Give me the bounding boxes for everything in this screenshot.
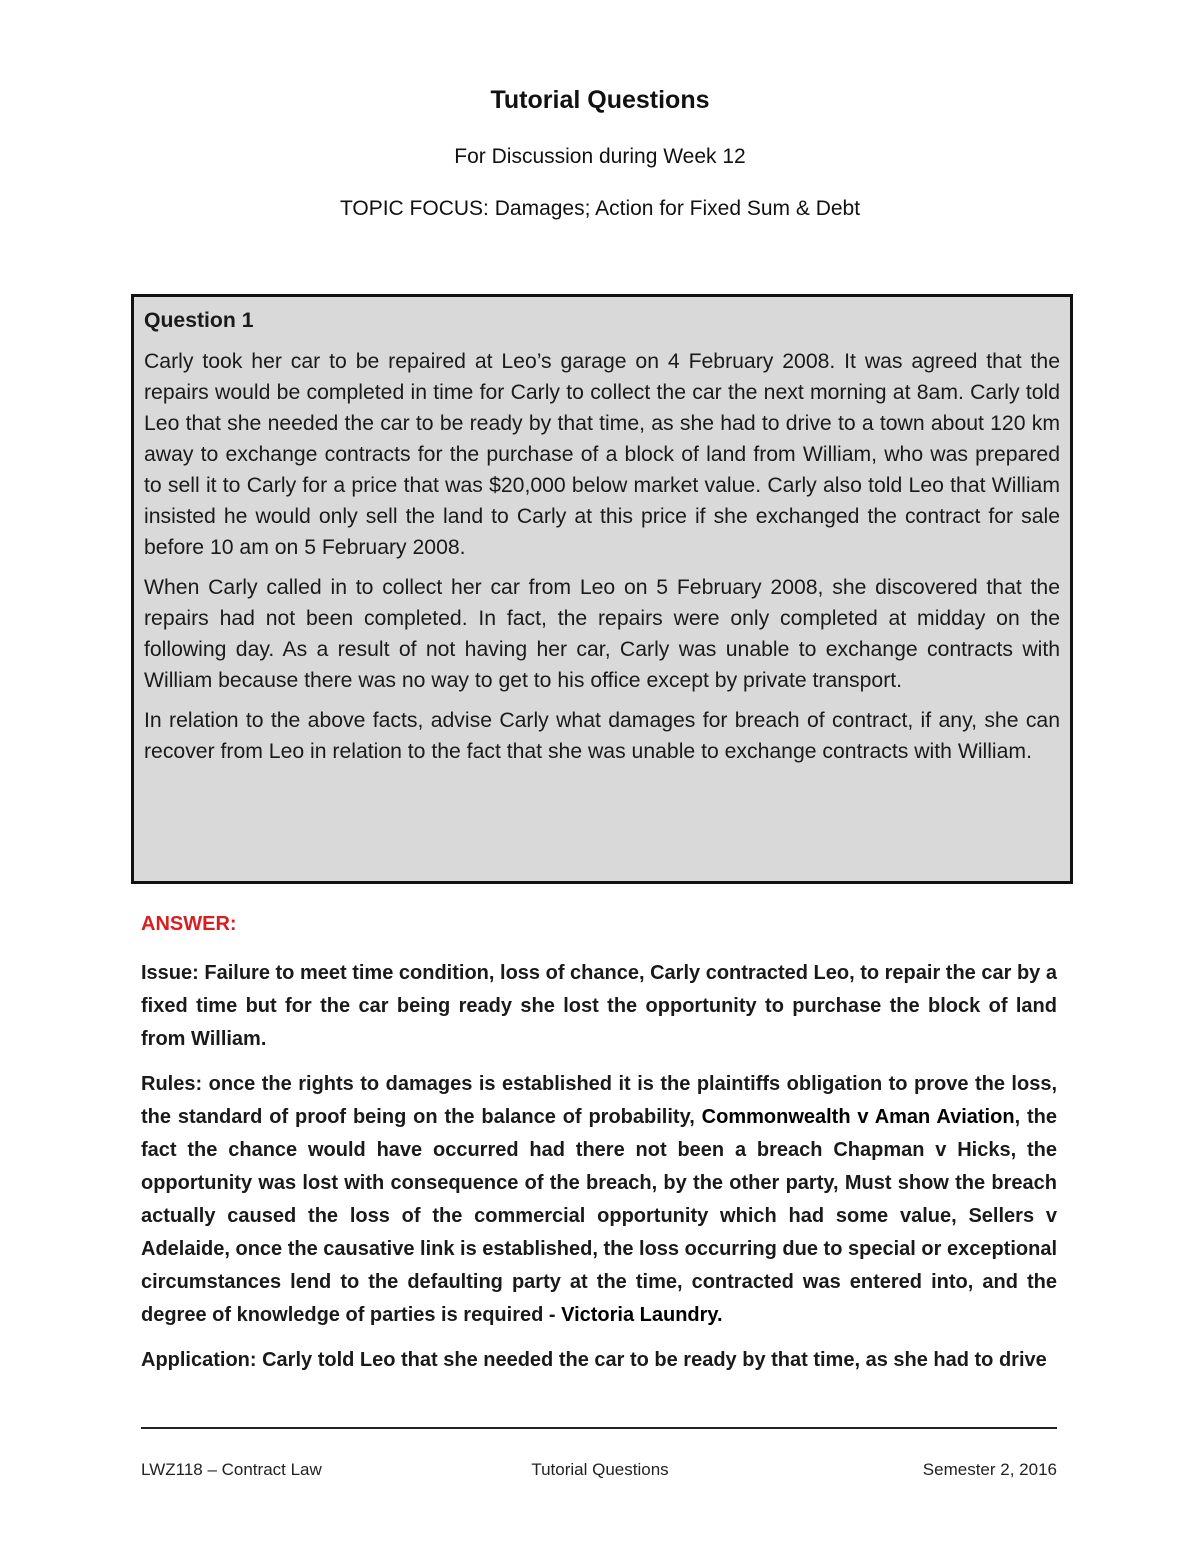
footer-title: Tutorial Questions [531, 1460, 669, 1479]
footer-course: LWZ118 – Contract Law [141, 1460, 322, 1479]
answer-label: ANSWER: [141, 913, 237, 935]
answer-issue: Issue: Failure to meet time condition, loss of chance, Carly contracted Leo, to repair the car by a fixed time but for the car being ready she lost the opportunity to purchase the block of land from William. [141, 962, 1057, 1050]
question-paragraph: When Carly called in to collect her car from Leo on 5 February 2008, she discovered that the repairs had not been completed. In fact, the repairs were only completed at midday on the following day. As a result of not having her car, Carly was unable to exchange contracts with William because there was no way to get to his office except by private transport. [144, 576, 1060, 692]
page-title: Tutorial Questions [490, 86, 710, 114]
question-paragraph: Carly took her car to be repaired at Leo’s garage on 4 February 2008. It was agreed that the repairs would be completed in time for Carly to collect the car the next morning at 8am. Carly told Leo that she needed the car to be ready by that time, as she had to drive to a town about 120 km away to exchange contracts for the purchase of a block of land from William, who was prepared to sell it to Carly for a price that was $20,000 below market value. Carly also told Leo that William insisted he would only sell the land to Carly at this price if she exchanged the contract for sale before 10 am on 5 February 2008. [144, 350, 1060, 559]
answer-rules [141, 1068, 1057, 1332]
answer-application: Application: Carly told Leo that she needed the car to be ready by that time, as she had to drive [141, 1349, 1047, 1371]
question-paragraph: In relation to the above facts, advise Carly what damages for breach of contract, if any, she can recover from Leo in relation to the fact that she was unable to exchange contracts with William. [144, 709, 1060, 763]
answer-section [141, 908, 1057, 1389]
case-name-commonwealth: Commonwealth v Aman Aviation [701, 1106, 1015, 1128]
footer-semester: Semester 2, 2016 [922, 1460, 1057, 1479]
footer-divider [141, 1427, 1057, 1429]
rules-text: , the fact the chance would have occurred had there not been a breach Chapman v Hicks, the opportunity was lost with consequence of the breach, by the other party, Must show the breach actually caused the loss of the commercial opportunity which had some value, Sellers v Adelaide, once the causative link is established, the loss occurring due to special or exceptional circumstances lend to the defaulting party at the time, contracted was entered into, and the degree of knowledge of parties is required - [141, 1106, 1057, 1326]
rules-text: Rules: once the rights to damages is established it is the plaintiffs obligation to prove the loss, the standard of proof being on the balance of probability, [141, 1073, 1057, 1128]
question-heading: Question 1 [144, 309, 254, 332]
case-name-victoria-laundry: Victoria Laundry. [561, 1304, 723, 1326]
question-box [131, 294, 1073, 884]
topic-focus: TOPIC FOCUS: Damages; Action for Fixed Sum & Debt [339, 197, 861, 220]
page-subtitle: For Discussion during Week 12 [454, 145, 746, 168]
